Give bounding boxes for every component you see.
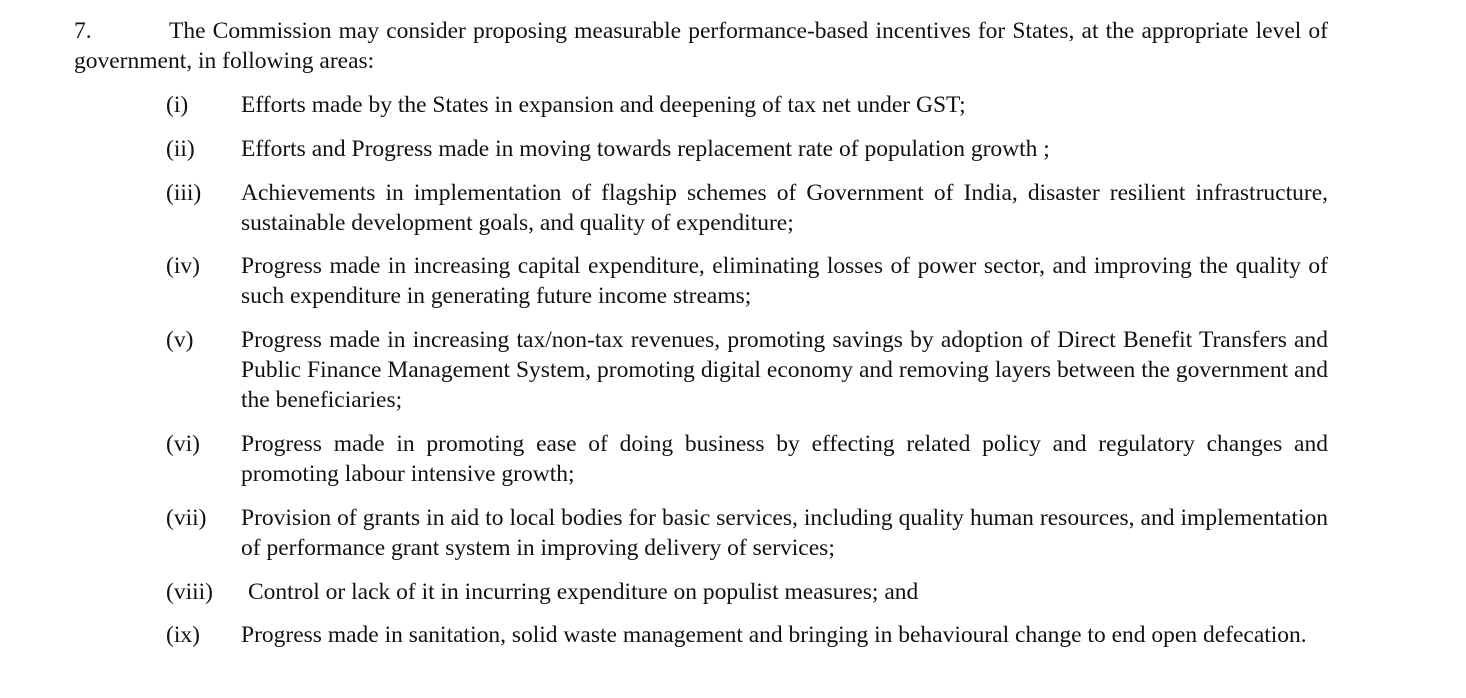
paragraph-number: 7. xyxy=(74,18,92,44)
list-item xyxy=(166,134,1328,164)
list-item xyxy=(166,178,1328,238)
list-item-label: (ix) xyxy=(166,622,200,648)
list-item-text: Control or lack of it in incurring expenditure on populist measures; and xyxy=(248,579,919,605)
list-item-label: (vii) xyxy=(166,505,207,531)
list-item-text: Progress made in sanitation, solid waste management and bringing in behavioural change to end open defecation. xyxy=(241,622,1307,648)
cropped-text-fragment xyxy=(258,0,438,4)
list-item xyxy=(166,251,1328,311)
list-item-label: (ii) xyxy=(166,136,195,162)
list-item-text: Efforts made by the States in expansion and deepening of tax net under GST; xyxy=(241,92,966,118)
list-item-label: (iv) xyxy=(166,253,200,279)
list-item xyxy=(166,577,1328,607)
list-item-text: Progress made in promoting ease of doing business by effecting related policy and regulatory changes and promoting labour intensive growth; xyxy=(241,431,1328,487)
list-item xyxy=(166,620,1328,650)
list-item-text: Progress made in increasing tax/non-tax revenues, promoting savings by adoption of Direct Benefit Transfers and Public Finance Management System, promoting digital economy and removing layers between the government and the beneficiaries; xyxy=(241,327,1328,413)
list-item-text: Progress made in increasing capital expenditure, eliminating losses of power sector, and improving the quality of such expenditure in generating future income streams; xyxy=(241,253,1328,309)
list-item xyxy=(166,429,1328,489)
list-item-label: (iii) xyxy=(166,180,202,206)
list-item-text: Efforts and Progress made in moving towards replacement rate of population growth ; xyxy=(241,136,1050,162)
list-item-text: Achievements in implementation of flagship schemes of Government of India, disaster resilient infrastructure, sustainable development goals, and quality of expenditure; xyxy=(241,180,1328,236)
list-item-label: (i) xyxy=(166,92,189,118)
list-item xyxy=(166,325,1328,415)
list-item xyxy=(166,503,1328,563)
list-item-label: (viii) xyxy=(166,579,213,605)
paragraph-text: The Commission may consider proposing measurable performance-based incentives for States, at the appropriate level of government, in following areas: xyxy=(74,18,1328,74)
list-item-label: (v) xyxy=(166,327,194,353)
list-item-text: Provision of grants in aid to local bodies for basic services, including quality human resources, and implementation of performance grant system in improving delivery of services; xyxy=(241,505,1328,561)
list-item-label: (vi) xyxy=(166,431,200,457)
list-item xyxy=(166,90,1328,120)
paragraph-7 xyxy=(74,16,1328,76)
